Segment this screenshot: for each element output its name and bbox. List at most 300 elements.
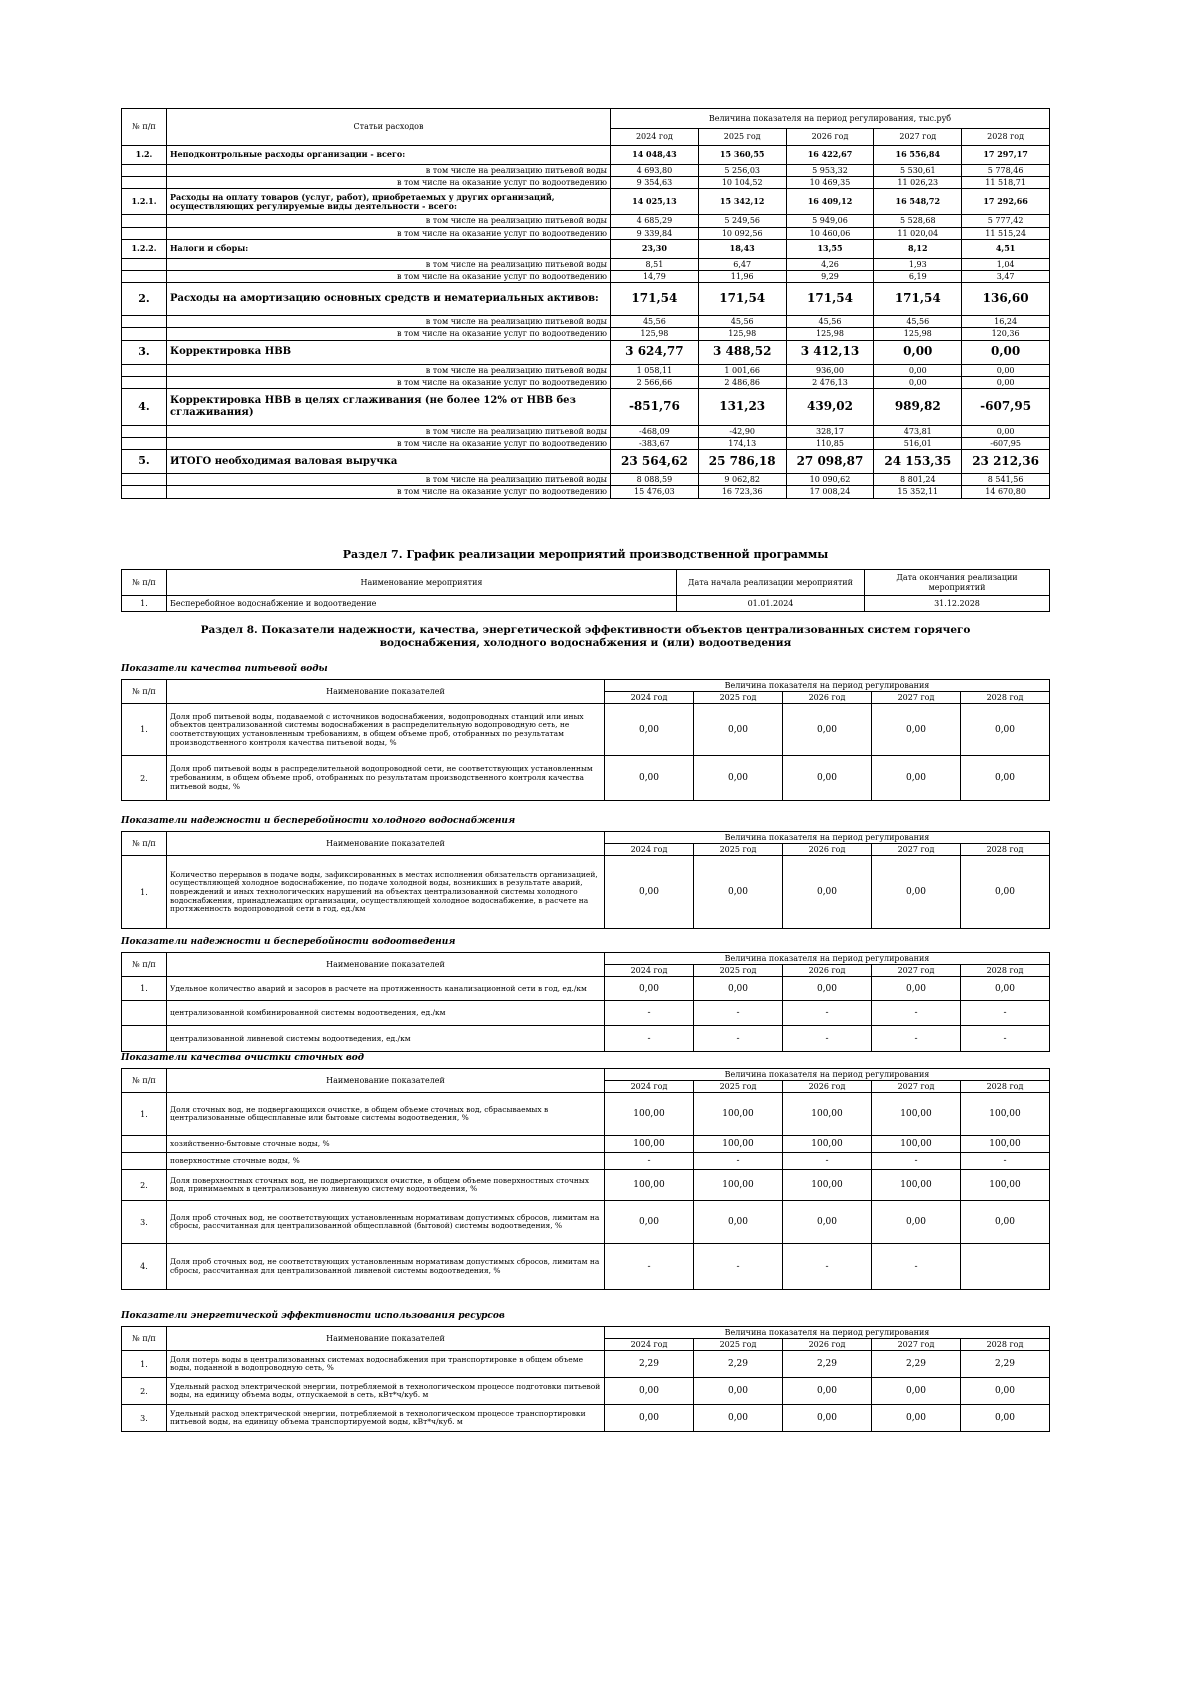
expense-item-name: Корректировка НВВ в целях сглаживания (не более 12% от НВВ без сглаживания) xyxy=(167,388,611,425)
indicator-table-block xyxy=(121,1326,1050,1432)
expense-item-name: в том числе на реализацию питьевой воды xyxy=(167,165,611,177)
value-cell: 5 530,61 xyxy=(874,165,962,177)
expense-item-name: Расходы на амортизацию основных средств и нематериальных активов: xyxy=(167,283,611,316)
col-header-item: Статьи расходов xyxy=(167,109,611,146)
expense-row xyxy=(122,146,1050,165)
value-cell: 100,00 xyxy=(872,1093,961,1136)
value-cell: 0,00 xyxy=(783,1405,872,1432)
value-cell: 0,00 xyxy=(694,756,783,801)
value-cell: 11 518,71 xyxy=(962,177,1050,189)
value-cell: 1,93 xyxy=(874,258,962,270)
indicator-name: Доля потерь воды в централизованных системах водоснабжения при транспортировке в общем объеме воды, поданной в водопроводную сеть, % xyxy=(167,1351,605,1378)
col-header-year: 2028 год xyxy=(961,844,1050,856)
row-number: 2. xyxy=(122,283,167,316)
row-number xyxy=(122,227,167,239)
value-cell: 14 048,43 xyxy=(611,146,699,165)
value-cell: -607,95 xyxy=(962,388,1050,425)
value-cell: 45,56 xyxy=(611,316,699,328)
indicator-name: хозяйственно-бытовые сточные воды, % xyxy=(167,1136,605,1153)
expense-subrow xyxy=(122,376,1050,388)
row-number: 1. xyxy=(122,596,167,612)
table-row xyxy=(122,596,1050,612)
value-cell: 9 062,82 xyxy=(698,474,786,486)
indicator-name: Удельный расход электрической энергии, потребляемой в технологическом процессе транспортировки питьевой воды, на единицу объема транспортируемой воды, кВт*ч/куб. м xyxy=(167,1405,605,1432)
value-cell: 0,00 xyxy=(783,1201,872,1244)
value-cell: 23 564,62 xyxy=(611,450,699,474)
indicator-row xyxy=(122,1405,1050,1432)
value-cell: 4 693,80 xyxy=(611,165,699,177)
col-header-indicator-name: Наименование показателей xyxy=(167,832,605,856)
value-cell: 110,85 xyxy=(786,438,874,450)
value-cell: 8 088,59 xyxy=(611,474,699,486)
value-cell: - xyxy=(694,1026,783,1052)
col-header-year: 2028 год xyxy=(961,692,1050,704)
event-name: Бесперебойное водоснабжение и водоотведение xyxy=(167,596,677,612)
value-cell: 0,00 xyxy=(961,856,1050,929)
col-header-year: 2024 год xyxy=(605,965,694,977)
indicator-row xyxy=(122,1093,1050,1136)
value-cell: 15 360,55 xyxy=(698,146,786,165)
value-cell: -468,09 xyxy=(611,425,699,437)
value-cell: - xyxy=(961,1153,1050,1170)
expenses-table-body xyxy=(122,146,1050,499)
row-number: 3. xyxy=(122,340,167,364)
col-header-indicator-name: Наименование показателей xyxy=(167,1327,605,1351)
indicator-row xyxy=(122,1170,1050,1201)
value-cell: 10 104,52 xyxy=(698,177,786,189)
value-cell: 11 026,23 xyxy=(874,177,962,189)
value-cell: 100,00 xyxy=(605,1136,694,1153)
expense-subrow xyxy=(122,258,1050,270)
value-cell: 10 090,62 xyxy=(786,474,874,486)
indicator-name: Доля проб питьевой воды, подаваемой с источников водоснабжения, водопроводных станций или иных объектов централизованной системы водоснабжения в распределительную водопроводную сеть, не соответствующих установленным требованиям, в общем объеме проб, отобранных по результатам производственного контроля качества питьевой воды, % xyxy=(167,704,605,756)
value-cell: 5 953,32 xyxy=(786,165,874,177)
value-cell: 1,04 xyxy=(962,258,1050,270)
value-cell: 0,00 xyxy=(962,376,1050,388)
col-header-year: 2025 год xyxy=(694,965,783,977)
value-cell: 100,00 xyxy=(694,1136,783,1153)
row-number xyxy=(122,270,167,282)
value-cell: 8 541,56 xyxy=(962,474,1050,486)
indicator-name: Доля проб сточных вод, не соответствующих установленным нормативам допустимых сбросов, лимитам на сбросы, рассчитанная для централизованной общесплавной (бытовой) системы водоотведения, % xyxy=(167,1201,605,1244)
value-cell: 45,56 xyxy=(698,316,786,328)
expense-subrow xyxy=(122,328,1050,340)
expense-item-name: в том числе на оказание услуг по водоотведению xyxy=(167,227,611,239)
col-header-indicator-name: Наименование показателей xyxy=(167,680,605,704)
col-header-year: 2024 год xyxy=(605,1081,694,1093)
indicator-name: централизованной ливневой системы водоотведения, ед./км xyxy=(167,1026,605,1052)
expense-subrow xyxy=(122,165,1050,177)
value-cell: 5 256,03 xyxy=(698,165,786,177)
value-cell: 171,54 xyxy=(698,283,786,316)
value-cell: 5 249,56 xyxy=(698,215,786,227)
value-cell: 1 001,66 xyxy=(698,364,786,376)
row-number xyxy=(122,376,167,388)
value-cell: 328,17 xyxy=(786,425,874,437)
expense-item-name: ИТОГО необходимая валовая выручка xyxy=(167,450,611,474)
col-header-year: 2026 год xyxy=(783,1081,872,1093)
value-cell: 0,00 xyxy=(605,856,694,929)
value-cell: 0,00 xyxy=(694,1378,783,1405)
value-cell: 0,00 xyxy=(783,977,872,1001)
value-cell: -607,95 xyxy=(962,438,1050,450)
value-cell: 0,00 xyxy=(961,704,1050,756)
indicator-row xyxy=(122,704,1050,756)
value-cell: 9 339,84 xyxy=(611,227,699,239)
expense-row xyxy=(122,388,1050,425)
value-cell: 10 092,56 xyxy=(698,227,786,239)
row-number: 1.2.1. xyxy=(122,189,167,215)
indicator-name: Удельный расход электрической энергии, потребляемой в технологическом процессе подготовки питьевой воды, на единицу объема воды, отпускаемой в сеть, кВт*ч/куб. м xyxy=(167,1378,605,1405)
value-cell: 5 949,06 xyxy=(786,215,874,227)
col-header-value: Величина показателя на период регулирования xyxy=(605,1327,1050,1339)
value-cell: 4,26 xyxy=(786,258,874,270)
value-cell: 439,02 xyxy=(786,388,874,425)
col-header-number: № п/п xyxy=(122,570,167,596)
value-cell: 5 777,42 xyxy=(962,215,1050,227)
expense-subrow xyxy=(122,215,1050,227)
value-cell: 171,54 xyxy=(874,283,962,316)
value-cell: - xyxy=(694,1001,783,1026)
indicator-row xyxy=(122,756,1050,801)
value-cell: 8,12 xyxy=(874,239,962,258)
expense-item-name: в том числе на оказание услуг по водоотведению xyxy=(167,438,611,450)
value-cell: - xyxy=(961,1001,1050,1026)
value-cell: 3 624,77 xyxy=(611,340,699,364)
expense-subrow xyxy=(122,227,1050,239)
expense-item-name: в том числе на оказание услуг по водоотведению xyxy=(167,486,611,498)
value-cell: 0,00 xyxy=(605,977,694,1001)
col-header-event-name: Наименование мероприятия xyxy=(167,570,677,596)
expenses-table xyxy=(121,108,1050,499)
value-cell: 3 412,13 xyxy=(786,340,874,364)
schedule-table xyxy=(121,569,1050,612)
row-number xyxy=(122,258,167,270)
col-header-end-date: Дата окончания реализации мероприятий xyxy=(865,570,1050,596)
value-cell: 0,00 xyxy=(694,1201,783,1244)
indicator-row xyxy=(122,1244,1050,1290)
value-cell: 0,00 xyxy=(961,1378,1050,1405)
expense-subrow xyxy=(122,486,1050,498)
value-cell: 5 778,46 xyxy=(962,165,1050,177)
value-cell: 15 476,03 xyxy=(611,486,699,498)
value-cell: 171,54 xyxy=(786,283,874,316)
value-cell: 2,29 xyxy=(783,1351,872,1378)
value-cell: 0,00 xyxy=(872,756,961,801)
expense-item-name: Неподконтрольные расходы организации - всего: xyxy=(167,146,611,165)
value-cell: 0,00 xyxy=(962,364,1050,376)
value-cell: 100,00 xyxy=(605,1170,694,1201)
indicator-group-caption: Показатели качества питьевой воды xyxy=(121,664,328,674)
value-cell: 9,29 xyxy=(786,270,874,282)
value-cell: 0,00 xyxy=(605,1405,694,1432)
value-cell: 11,96 xyxy=(698,270,786,282)
row-number xyxy=(122,1001,167,1026)
col-header-value: Величина показателя на период регулирования, тыс.руб xyxy=(611,109,1050,129)
expense-item-name: в том числе на реализацию питьевой воды xyxy=(167,258,611,270)
value-cell: 125,98 xyxy=(874,328,962,340)
value-cell: 0,00 xyxy=(874,364,962,376)
value-cell: 131,23 xyxy=(698,388,786,425)
value-cell: 4 685,29 xyxy=(611,215,699,227)
value-cell: - xyxy=(783,1001,872,1026)
value-cell: 16 723,36 xyxy=(698,486,786,498)
row-number xyxy=(122,425,167,437)
value-cell: 3 488,52 xyxy=(698,340,786,364)
indicator-name: поверхностные сточные воды, % xyxy=(167,1153,605,1170)
row-number xyxy=(122,165,167,177)
row-number: 1. xyxy=(122,977,167,1001)
value-cell: 125,98 xyxy=(698,328,786,340)
value-cell: 14,79 xyxy=(611,270,699,282)
col-header-value: Величина показателя на период регулирования xyxy=(605,832,1050,844)
value-cell: 125,98 xyxy=(611,328,699,340)
indicator-name: Доля сточных вод, не подвергающихся очистке, в общем объеме сточных вод, сбрасываемых в централизованные общесплавные или бытовые системы водоотведения, % xyxy=(167,1093,605,1136)
row-number: 1. xyxy=(122,1093,167,1136)
expense-item-name: в том числе на оказание услуг по водоотведению xyxy=(167,328,611,340)
expense-item-name: в том числе на оказание услуг по водоотведению xyxy=(167,177,611,189)
value-cell: 0,00 xyxy=(783,856,872,929)
col-header-number: № п/п xyxy=(122,832,167,856)
col-header-year: 2025 год xyxy=(694,844,783,856)
indicator-row xyxy=(122,977,1050,1001)
expense-subrow xyxy=(122,270,1050,282)
value-cell: 100,00 xyxy=(783,1093,872,1136)
value-cell: 17 292,66 xyxy=(962,189,1050,215)
indicator-table-block xyxy=(121,1068,1050,1290)
expense-row xyxy=(122,340,1050,364)
indicator-table-block xyxy=(121,952,1050,1052)
value-cell: 136,60 xyxy=(962,283,1050,316)
indicator-table-block xyxy=(121,679,1050,801)
col-header-year: 2026 год xyxy=(783,692,872,704)
col-header-year: 2027 год xyxy=(872,844,961,856)
expense-row xyxy=(122,450,1050,474)
value-cell: - xyxy=(694,1244,783,1290)
value-cell: 0,00 xyxy=(872,704,961,756)
indicator-row xyxy=(122,1201,1050,1244)
indicator-group-caption: Показатели надежности и бесперебойности водоотведения xyxy=(121,937,456,947)
value-cell: 0,00 xyxy=(783,756,872,801)
value-cell: 174,13 xyxy=(698,438,786,450)
col-header-year: 2026 год xyxy=(783,1339,872,1351)
indicator-name: Доля проб сточных вод, не соответствующих установленным нормативам допустимых сбросов, лимитам на сбросы, рассчитанная для централизованной ливневой системы водоотведения, % xyxy=(167,1244,605,1290)
value-cell: 0,00 xyxy=(872,1201,961,1244)
value-cell: 11 515,24 xyxy=(962,227,1050,239)
col-header-year: 2026 год xyxy=(786,129,874,146)
row-number xyxy=(122,364,167,376)
indicator-name: Количество перерывов в подаче воды, зафиксированных в местах исполнения обязательств организацией, осуществляющей холодное водоснабжение, по подаче холодной воды, возникших в результате аварий, повреждений и иных технологических нарушений на объектах централизованной системы холодного водоснабжения, принадлежащих организации, осуществляющей холодное водоснабжение, в расчете на протяженность водопроводной сети в год, ед./км xyxy=(167,856,605,929)
value-cell: 0,00 xyxy=(962,340,1050,364)
value-cell: 0,00 xyxy=(961,1201,1050,1244)
expense-item-name: в том числе на реализацию питьевой воды xyxy=(167,474,611,486)
row-number xyxy=(122,486,167,498)
col-header-indicator-name: Наименование показателей xyxy=(167,953,605,977)
expenses-table-block xyxy=(121,108,1050,499)
value-cell: - xyxy=(872,1244,961,1290)
col-header-number: № п/п xyxy=(122,109,167,146)
value-cell: 23,30 xyxy=(611,239,699,258)
col-header-value: Величина показателя на период регулирования xyxy=(605,1069,1050,1081)
value-cell: - xyxy=(961,1026,1050,1052)
expense-subrow xyxy=(122,474,1050,486)
value-cell: 9 354,63 xyxy=(611,177,699,189)
row-number: 2. xyxy=(122,756,167,801)
indicator-row xyxy=(122,1001,1050,1026)
indicator-table-block xyxy=(121,831,1050,929)
value-cell: 17 297,17 xyxy=(962,146,1050,165)
value-cell: 0,00 xyxy=(783,1378,872,1405)
value-cell: 5 528,68 xyxy=(874,215,962,227)
value-cell: 100,00 xyxy=(783,1170,872,1201)
col-header-start-date: Дата начала реализации мероприятий xyxy=(677,570,865,596)
row-number: 3. xyxy=(122,1201,167,1244)
expense-row xyxy=(122,239,1050,258)
value-cell: - xyxy=(783,1244,872,1290)
value-cell: 2,29 xyxy=(694,1351,783,1378)
value-cell: 171,54 xyxy=(611,283,699,316)
start-date: 01.01.2024 xyxy=(677,596,865,612)
indicator-name: централизованной комбинированной системы водоотведения, ед./км xyxy=(167,1001,605,1026)
value-cell: 0,00 xyxy=(872,1405,961,1432)
expense-item-name: в том числе на реализацию питьевой воды xyxy=(167,316,611,328)
value-cell: 0,00 xyxy=(961,977,1050,1001)
indicator-row xyxy=(122,1136,1050,1153)
value-cell: 11 020,04 xyxy=(874,227,962,239)
indicator-row xyxy=(122,1378,1050,1405)
value-cell: 100,00 xyxy=(694,1093,783,1136)
value-cell: 13,55 xyxy=(786,239,874,258)
col-header-year: 2026 год xyxy=(783,844,872,856)
row-number: 2. xyxy=(122,1170,167,1201)
value-cell: - xyxy=(605,1244,694,1290)
expense-item-name: в том числе на реализацию питьевой воды xyxy=(167,215,611,227)
row-number xyxy=(122,316,167,328)
row-number xyxy=(122,1026,167,1052)
row-number: 5. xyxy=(122,450,167,474)
row-number: 2. xyxy=(122,1378,167,1405)
value-cell: -851,76 xyxy=(611,388,699,425)
value-cell: 100,00 xyxy=(872,1170,961,1201)
value-cell: 0,00 xyxy=(694,977,783,1001)
value-cell: - xyxy=(694,1153,783,1170)
col-header-year: 2025 год xyxy=(694,1081,783,1093)
col-header-year: 2028 год xyxy=(961,965,1050,977)
value-cell: 16,24 xyxy=(962,316,1050,328)
value-cell: 936,00 xyxy=(786,364,874,376)
expense-item-name: в том числе на оказание услуг по водоотведению xyxy=(167,376,611,388)
value-cell: 0,00 xyxy=(874,376,962,388)
value-cell: 14 670,80 xyxy=(962,486,1050,498)
indicator-name: Удельное количество аварий и засоров в расчете на протяженность канализационной сети в год, ед./км xyxy=(167,977,605,1001)
value-cell: 473,81 xyxy=(874,425,962,437)
indicator-table xyxy=(121,679,1050,801)
value-cell: 0,00 xyxy=(694,856,783,929)
section-7-block xyxy=(121,569,1050,612)
section-8-title: Раздел 8. Показатели надежности, качества, энергетической эффективности объектов централизованных систем горячего водоснабжения, холодного водоснабжения и (или) водоотведения xyxy=(200,624,971,649)
value-cell: 15 342,12 xyxy=(698,189,786,215)
expense-row xyxy=(122,189,1050,215)
section-7-title: Раздел 7. График реализации мероприятий производственной программы xyxy=(342,548,829,561)
row-number: 1.2.2. xyxy=(122,239,167,258)
col-header-value: Величина показателя на период регулирования xyxy=(605,953,1050,965)
value-cell: 0,00 xyxy=(961,1405,1050,1432)
value-cell: 0,00 xyxy=(605,756,694,801)
col-header-year: 2026 год xyxy=(783,965,872,977)
col-header-number: № п/п xyxy=(122,1327,167,1351)
indicator-group-caption: Показатели качества очистки сточных вод xyxy=(121,1053,365,1063)
row-number: 3. xyxy=(122,1405,167,1432)
value-cell xyxy=(961,1244,1050,1290)
value-cell: 2 476,13 xyxy=(786,376,874,388)
row-number: 1. xyxy=(122,704,167,756)
value-cell: - xyxy=(605,1001,694,1026)
value-cell: 0,00 xyxy=(872,977,961,1001)
value-cell: 16 556,84 xyxy=(874,146,962,165)
value-cell: 27 098,87 xyxy=(786,450,874,474)
row-number: 4. xyxy=(122,1244,167,1290)
col-header-number: № п/п xyxy=(122,953,167,977)
col-header-year: 2028 год xyxy=(961,1339,1050,1351)
col-header-number: № п/п xyxy=(122,1069,167,1093)
value-cell: 120,36 xyxy=(962,328,1050,340)
expense-subrow xyxy=(122,364,1050,376)
row-number: 4. xyxy=(122,388,167,425)
value-cell: - xyxy=(605,1153,694,1170)
value-cell: -383,67 xyxy=(611,438,699,450)
row-number xyxy=(122,474,167,486)
value-cell: 16 548,72 xyxy=(874,189,962,215)
value-cell: 8,51 xyxy=(611,258,699,270)
value-cell: 24 153,35 xyxy=(874,450,962,474)
row-number xyxy=(122,1153,167,1170)
value-cell: 0,00 xyxy=(694,704,783,756)
col-header-year: 2027 год xyxy=(872,1081,961,1093)
value-cell: - xyxy=(605,1026,694,1052)
value-cell: 100,00 xyxy=(961,1136,1050,1153)
col-header-year: 2024 год xyxy=(605,844,694,856)
indicator-name: Доля проб питьевой воды в распределительной водопроводной сети, не соответствующих установленным требованиям, в общем объеме проб, отобранных по результатам производственного контроля качества питьевой воды, % xyxy=(167,756,605,801)
value-cell: 14 025,13 xyxy=(611,189,699,215)
value-cell: - xyxy=(783,1026,872,1052)
indicator-row xyxy=(122,1351,1050,1378)
col-header-year: 2024 год xyxy=(611,129,699,146)
value-cell: 1 058,11 xyxy=(611,364,699,376)
value-cell: 0,00 xyxy=(783,704,872,756)
value-cell: 45,56 xyxy=(786,316,874,328)
indicator-group-caption: Показатели энергетической эффективности использования ресурсов xyxy=(121,1311,505,1321)
indicator-table xyxy=(121,952,1050,1052)
row-number xyxy=(122,438,167,450)
col-header-year: 2025 год xyxy=(698,129,786,146)
value-cell: - xyxy=(783,1153,872,1170)
value-cell: 16 409,12 xyxy=(786,189,874,215)
indicator-table xyxy=(121,831,1050,929)
value-cell: 0,00 xyxy=(872,856,961,929)
value-cell: - xyxy=(872,1026,961,1052)
value-cell: 0,00 xyxy=(961,756,1050,801)
col-header-indicator-name: Наименование показателей xyxy=(167,1069,605,1093)
value-cell: 125,98 xyxy=(786,328,874,340)
value-cell: 100,00 xyxy=(605,1093,694,1136)
value-cell: 100,00 xyxy=(872,1136,961,1153)
expense-item-name: в том числе на реализацию питьевой воды xyxy=(167,364,611,376)
col-header-year: 2027 год xyxy=(872,1339,961,1351)
indicator-group-caption: Показатели надежности и бесперебойности холодного водоснабжения xyxy=(121,816,516,826)
col-header-value: Величина показателя на период регулирования xyxy=(605,680,1050,692)
value-cell: 10 469,35 xyxy=(786,177,874,189)
expense-subrow xyxy=(122,425,1050,437)
